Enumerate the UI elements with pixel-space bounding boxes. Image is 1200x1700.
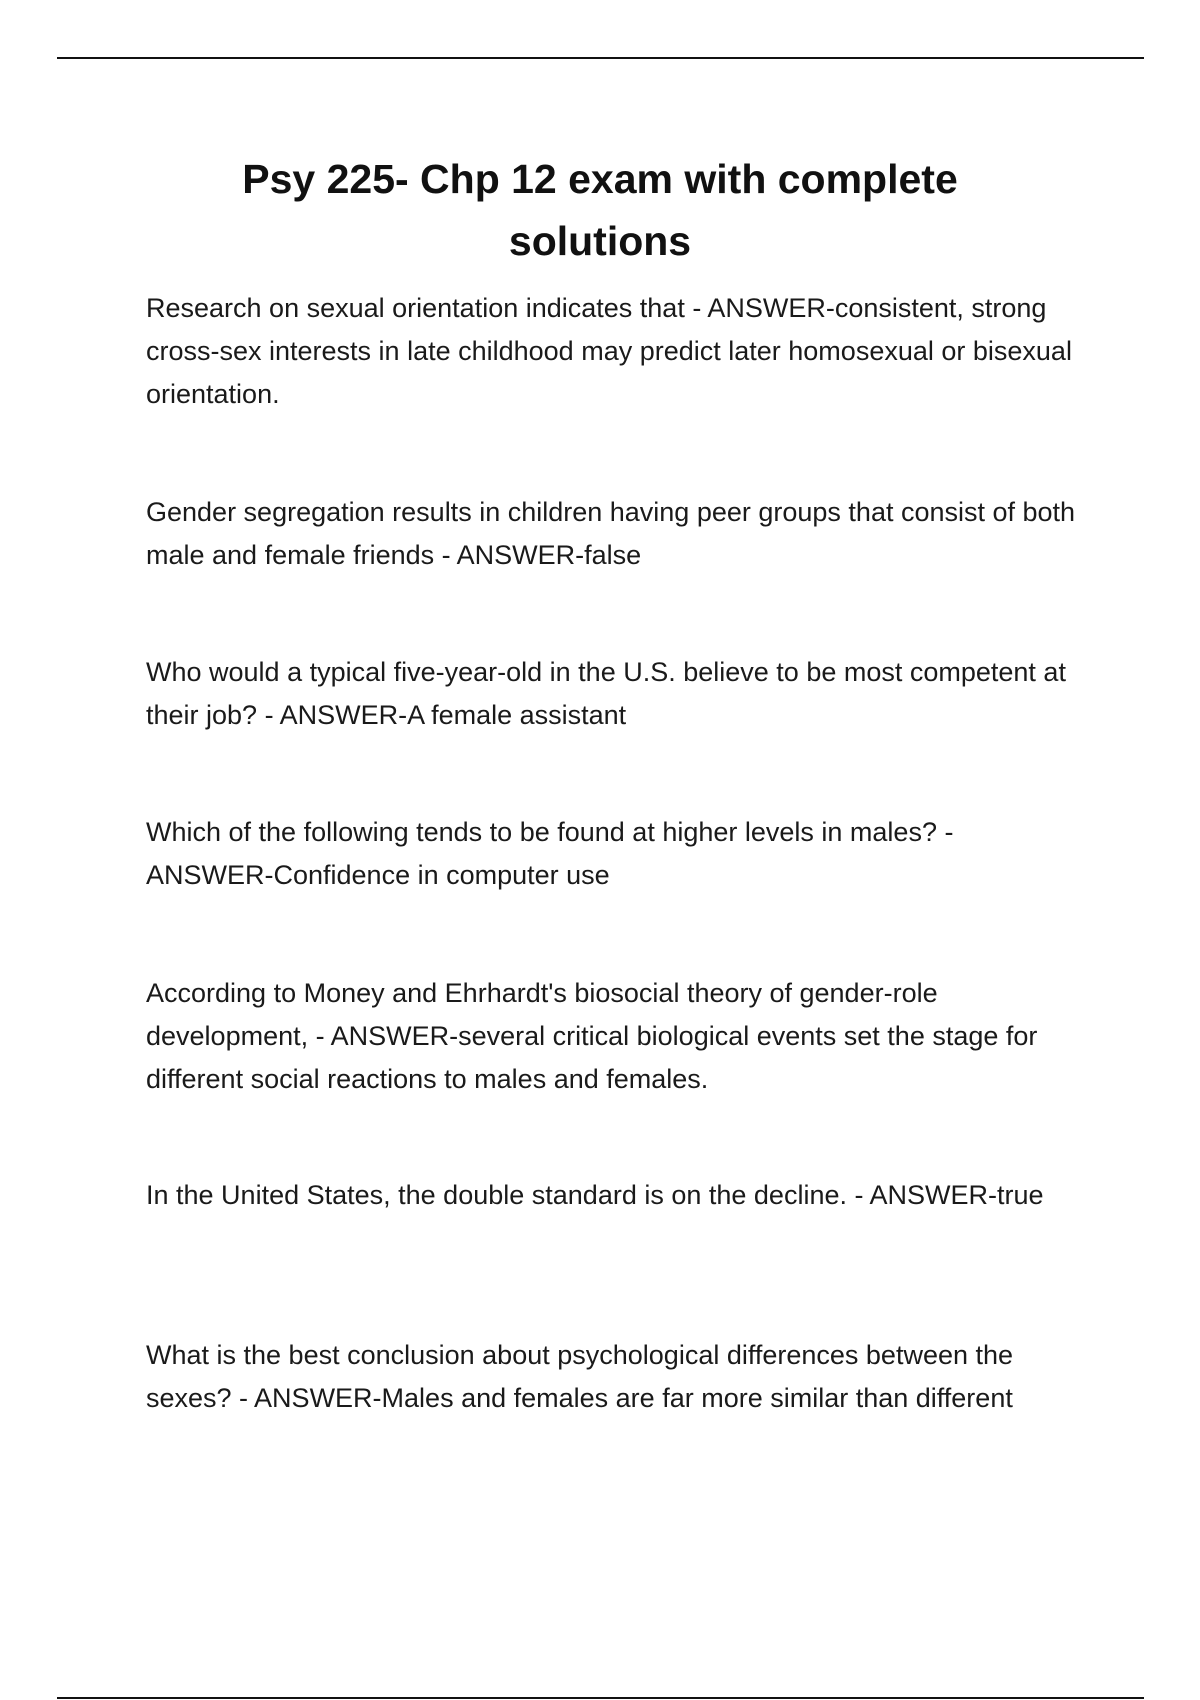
question-answer-item: Who would a typical five-year-old in the U.S. believe to be most competent at their job? - ANSWER-A female assistant <box>146 657 1066 730</box>
question-answer-item: According to Money and Ehrhardt's biosocial theory of gender-role development, - ANSWER-several critical biological events set the stage for different social reactions to males and females. <box>146 978 1038 1094</box>
question-answer-item: Which of the following tends to be found at higher levels in males? - ANSWER-Confidence in computer use <box>146 817 954 890</box>
question-answer-item: Gender segregation results in children having peer groups that consist of both male and female friends - ANSWER-false <box>146 497 1076 570</box>
question-answer-item: Research on sexual orientation indicates that - ANSWER-consistent, strong cross-sex interests in late childhood may predict later homosexual or bisexual orientation. <box>146 293 1072 409</box>
question-answer-item: What is the best conclusion about psychological differences between the sexes? - ANSWER-Males and females are far more similar than different <box>146 1340 1014 1413</box>
document-title: Psy 225- Chp 12 exam with complete solutions <box>242 156 958 264</box>
header-rule <box>57 57 1144 59</box>
footer-rule <box>57 1697 1144 1699</box>
question-answer-item: In the United States, the double standard is on the decline. - ANSWER-true <box>146 1180 1044 1210</box>
